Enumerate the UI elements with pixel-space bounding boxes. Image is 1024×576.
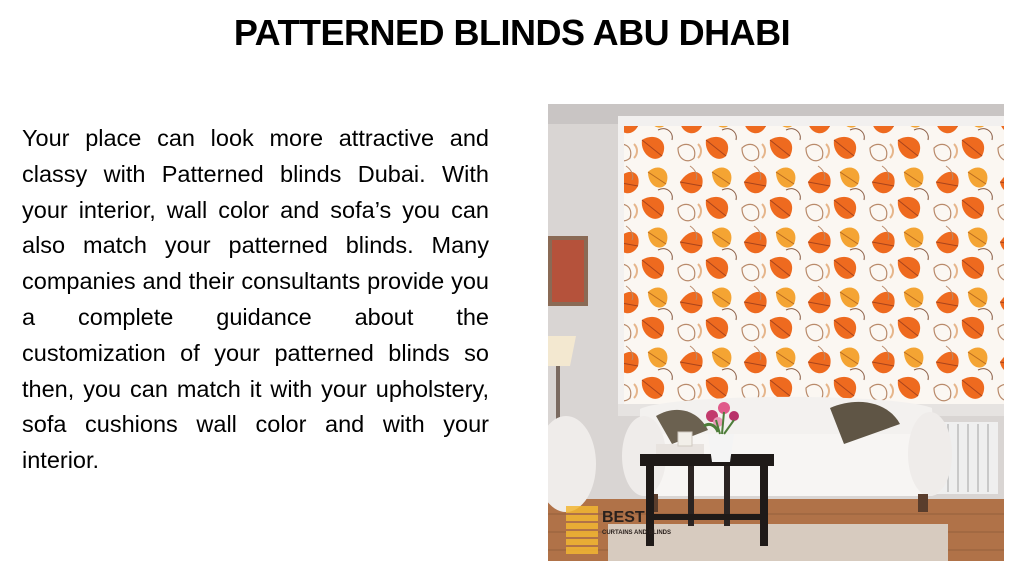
slide-title: PATTERNED BLINDS ABU DHABI — [233, 12, 791, 53]
body-paragraph: Your place can look more attractive and classy with Patterned blinds Dubai. With your interior, wall color and sofa’s you can also match your patterned blinds. Many companies and their consultants provide you a complete guidance about the customization of your patterned blinds so then, you can match it with your upholstery, sofa cushions wall color and with your interior. — [22, 125, 489, 474]
watermark-title: BEST — [602, 509, 645, 526]
patterned-blind-room-photo — [548, 104, 1004, 561]
room-illustration — [548, 104, 1004, 561]
watermark-subtitle: CURTAINS AND BLINDS — [602, 530, 671, 536]
